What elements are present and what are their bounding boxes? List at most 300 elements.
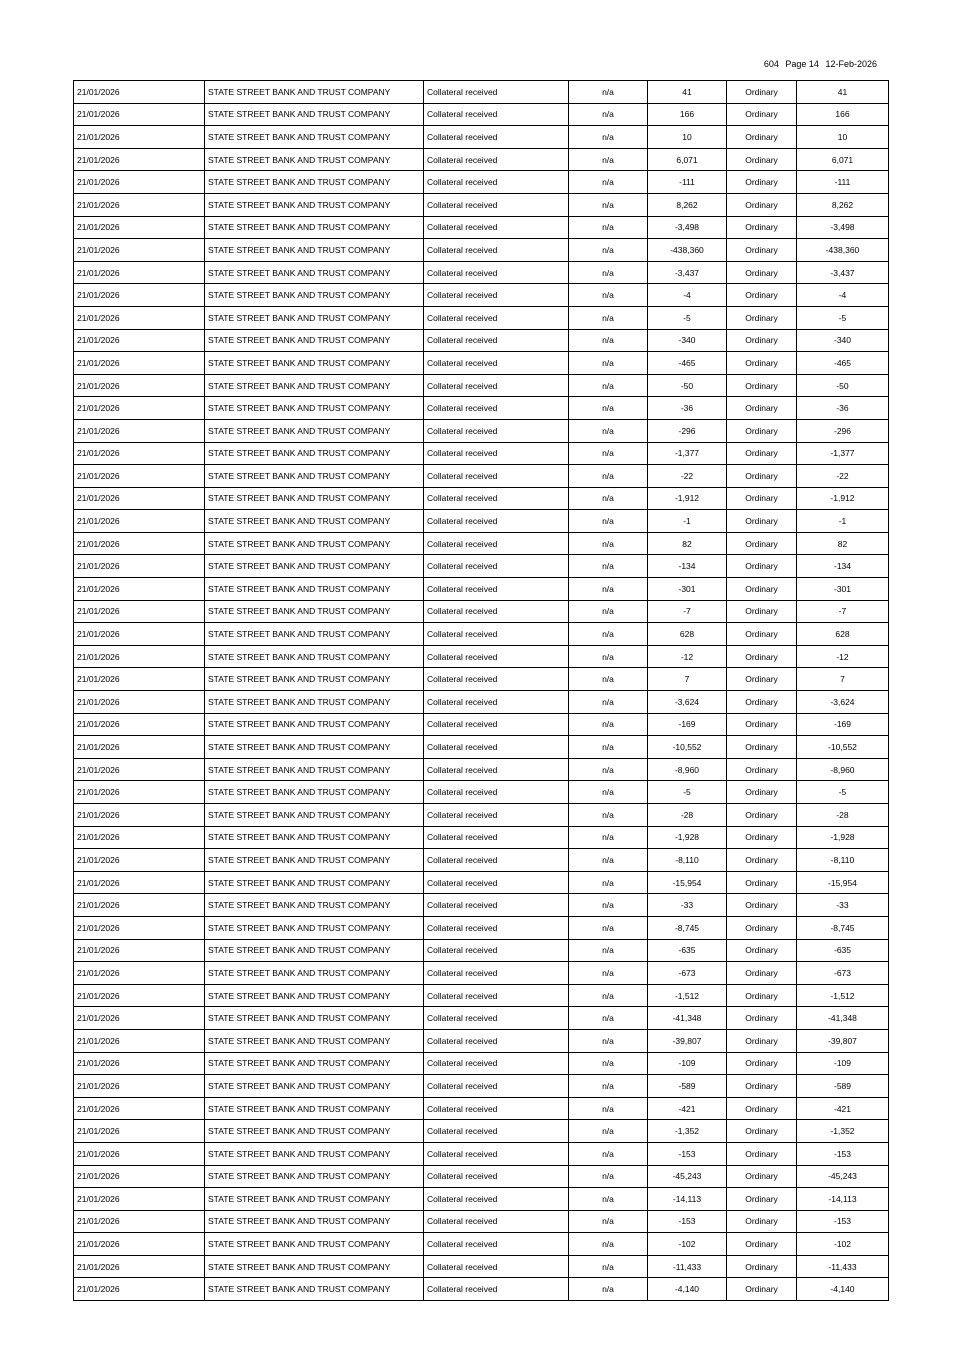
consideration-cell: n/a xyxy=(569,1188,648,1211)
nature-of-change-cell: Collateral received xyxy=(424,1007,569,1030)
consideration-cell: n/a xyxy=(569,894,648,917)
securities-number-cell: -33 xyxy=(648,894,727,917)
securities-number-cell: -5 xyxy=(648,781,727,804)
date-cell: 21/01/2026 xyxy=(74,600,205,623)
table-row xyxy=(74,939,889,962)
consideration-cell: n/a xyxy=(569,804,648,827)
entity-cell: STATE STREET BANK AND TRUST COMPANY xyxy=(205,781,424,804)
security-class-cell: Ordinary xyxy=(727,284,797,307)
votes-affected-cell: -4 xyxy=(797,284,889,307)
nature-of-change-cell: Collateral received xyxy=(424,1142,569,1165)
nature-of-change-cell: Collateral received xyxy=(424,126,569,149)
table-row xyxy=(74,600,889,623)
nature-of-change-cell: Collateral received xyxy=(424,442,569,465)
consideration-cell: n/a xyxy=(569,397,648,420)
page-header xyxy=(760,59,877,69)
date-cell: 21/01/2026 xyxy=(74,894,205,917)
date-cell: 21/01/2026 xyxy=(74,555,205,578)
table-row xyxy=(74,1029,889,1052)
table-row xyxy=(74,758,889,781)
securities-number-cell: -1,377 xyxy=(648,442,727,465)
votes-affected-cell: 6,071 xyxy=(797,148,889,171)
date-cell: 21/01/2026 xyxy=(74,736,205,759)
votes-affected-cell: -22 xyxy=(797,465,889,488)
security-class-cell: Ordinary xyxy=(727,1075,797,1098)
votes-affected-cell: -8,110 xyxy=(797,849,889,872)
security-class-cell: Ordinary xyxy=(727,916,797,939)
nature-of-change-cell: Collateral received xyxy=(424,781,569,804)
votes-affected-cell: 628 xyxy=(797,623,889,646)
table-row xyxy=(74,374,889,397)
consideration-cell: n/a xyxy=(569,126,648,149)
nature-of-change-cell: Collateral received xyxy=(424,465,569,488)
consideration-cell: n/a xyxy=(569,1029,648,1052)
security-class-cell: Ordinary xyxy=(727,239,797,262)
consideration-cell: n/a xyxy=(569,239,648,262)
nature-of-change-cell: Collateral received xyxy=(424,916,569,939)
entity-cell: STATE STREET BANK AND TRUST COMPANY xyxy=(205,1233,424,1256)
securities-number-cell: -153 xyxy=(648,1142,727,1165)
date-cell: 21/01/2026 xyxy=(74,419,205,442)
nature-of-change-cell: Collateral received xyxy=(424,171,569,194)
consideration-cell: n/a xyxy=(569,1142,648,1165)
entity-cell: STATE STREET BANK AND TRUST COMPANY xyxy=(205,126,424,149)
entity-cell: STATE STREET BANK AND TRUST COMPANY xyxy=(205,171,424,194)
form-number: 604 xyxy=(763,59,779,69)
table-row xyxy=(74,1075,889,1098)
entity-cell: STATE STREET BANK AND TRUST COMPANY xyxy=(205,103,424,126)
date-cell: 21/01/2026 xyxy=(74,261,205,284)
votes-affected-cell: -102 xyxy=(797,1233,889,1256)
date-cell: 21/01/2026 xyxy=(74,939,205,962)
nature-of-change-cell: Collateral received xyxy=(424,1210,569,1233)
nature-of-change-cell: Collateral received xyxy=(424,374,569,397)
votes-affected-cell: -15,954 xyxy=(797,871,889,894)
nature-of-change-cell: Collateral received xyxy=(424,216,569,239)
entity-cell: STATE STREET BANK AND TRUST COMPANY xyxy=(205,939,424,962)
nature-of-change-cell: Collateral received xyxy=(424,826,569,849)
votes-affected-cell: -3,624 xyxy=(797,691,889,714)
date-cell: 21/01/2026 xyxy=(74,984,205,1007)
securities-number-cell: -39,807 xyxy=(648,1029,727,1052)
table-row xyxy=(74,826,889,849)
consideration-cell: n/a xyxy=(569,216,648,239)
votes-affected-cell: -1,512 xyxy=(797,984,889,1007)
consideration-cell: n/a xyxy=(569,329,648,352)
nature-of-change-cell: Collateral received xyxy=(424,736,569,759)
holdings-change-table xyxy=(73,80,889,1301)
security-class-cell: Ordinary xyxy=(727,1188,797,1211)
security-class-cell: Ordinary xyxy=(727,894,797,917)
date-cell: 21/01/2026 xyxy=(74,804,205,827)
securities-number-cell: -1,928 xyxy=(648,826,727,849)
securities-number-cell: -421 xyxy=(648,1097,727,1120)
date-cell: 21/01/2026 xyxy=(74,103,205,126)
votes-affected-cell: 82 xyxy=(797,532,889,555)
security-class-cell: Ordinary xyxy=(727,984,797,1007)
date-cell: 21/01/2026 xyxy=(74,1188,205,1211)
consideration-cell: n/a xyxy=(569,487,648,510)
securities-number-cell: -8,110 xyxy=(648,849,727,872)
securities-number-cell: -4,140 xyxy=(648,1278,727,1301)
table-row xyxy=(74,239,889,262)
securities-number-cell: -102 xyxy=(648,1233,727,1256)
entity-cell: STATE STREET BANK AND TRUST COMPANY xyxy=(205,397,424,420)
nature-of-change-cell: Collateral received xyxy=(424,578,569,601)
votes-affected-cell: -438,360 xyxy=(797,239,889,262)
entity-cell: STATE STREET BANK AND TRUST COMPANY xyxy=(205,306,424,329)
securities-number-cell: 10 xyxy=(648,126,727,149)
entity-cell: STATE STREET BANK AND TRUST COMPANY xyxy=(205,239,424,262)
table-row xyxy=(74,736,889,759)
entity-cell: STATE STREET BANK AND TRUST COMPANY xyxy=(205,329,424,352)
nature-of-change-cell: Collateral received xyxy=(424,239,569,262)
date-cell: 21/01/2026 xyxy=(74,668,205,691)
votes-affected-cell: -28 xyxy=(797,804,889,827)
nature-of-change-cell: Collateral received xyxy=(424,510,569,533)
entity-cell: STATE STREET BANK AND TRUST COMPANY xyxy=(205,442,424,465)
securities-number-cell: -340 xyxy=(648,329,727,352)
security-class-cell: Ordinary xyxy=(727,148,797,171)
securities-number-cell: -673 xyxy=(648,962,727,985)
consideration-cell: n/a xyxy=(569,532,648,555)
date-cell: 21/01/2026 xyxy=(74,645,205,668)
consideration-cell: n/a xyxy=(569,1210,648,1233)
table-row xyxy=(74,668,889,691)
nature-of-change-cell: Collateral received xyxy=(424,1029,569,1052)
entity-cell: STATE STREET BANK AND TRUST COMPANY xyxy=(205,284,424,307)
votes-affected-cell: -5 xyxy=(797,306,889,329)
security-class-cell: Ordinary xyxy=(727,555,797,578)
votes-affected-cell: -11,433 xyxy=(797,1255,889,1278)
consideration-cell: n/a xyxy=(569,1120,648,1143)
nature-of-change-cell: Collateral received xyxy=(424,894,569,917)
nature-of-change-cell: Collateral received xyxy=(424,487,569,510)
date-cell: 21/01/2026 xyxy=(74,1210,205,1233)
votes-affected-cell: -39,807 xyxy=(797,1029,889,1052)
security-class-cell: Ordinary xyxy=(727,397,797,420)
date-cell: 21/01/2026 xyxy=(74,216,205,239)
entity-cell: STATE STREET BANK AND TRUST COMPANY xyxy=(205,81,424,104)
votes-affected-cell: -10,552 xyxy=(797,736,889,759)
votes-affected-cell: -3,437 xyxy=(797,261,889,284)
table-row xyxy=(74,1142,889,1165)
consideration-cell: n/a xyxy=(569,962,648,985)
consideration-cell: n/a xyxy=(569,465,648,488)
date-cell: 21/01/2026 xyxy=(74,329,205,352)
consideration-cell: n/a xyxy=(569,713,648,736)
security-class-cell: Ordinary xyxy=(727,419,797,442)
entity-cell: STATE STREET BANK AND TRUST COMPANY xyxy=(205,713,424,736)
table-row xyxy=(74,442,889,465)
consideration-cell: n/a xyxy=(569,849,648,872)
security-class-cell: Ordinary xyxy=(727,171,797,194)
table-body xyxy=(74,81,889,1301)
consideration-cell: n/a xyxy=(569,1165,648,1188)
table-row xyxy=(74,1188,889,1211)
table-row xyxy=(74,713,889,736)
entity-cell: STATE STREET BANK AND TRUST COMPANY xyxy=(205,374,424,397)
nature-of-change-cell: Collateral received xyxy=(424,1255,569,1278)
nature-of-change-cell: Collateral received xyxy=(424,1188,569,1211)
security-class-cell: Ordinary xyxy=(727,216,797,239)
security-class-cell: Ordinary xyxy=(727,374,797,397)
date-cell: 21/01/2026 xyxy=(74,239,205,262)
entity-cell: STATE STREET BANK AND TRUST COMPANY xyxy=(205,1165,424,1188)
nature-of-change-cell: Collateral received xyxy=(424,758,569,781)
votes-affected-cell: -8,745 xyxy=(797,916,889,939)
nature-of-change-cell: Collateral received xyxy=(424,532,569,555)
security-class-cell: Ordinary xyxy=(727,871,797,894)
securities-number-cell: 8,262 xyxy=(648,193,727,216)
securities-number-cell: -8,960 xyxy=(648,758,727,781)
security-class-cell: Ordinary xyxy=(727,826,797,849)
security-class-cell: Ordinary xyxy=(727,352,797,375)
nature-of-change-cell: Collateral received xyxy=(424,804,569,827)
entity-cell: STATE STREET BANK AND TRUST COMPANY xyxy=(205,148,424,171)
entity-cell: STATE STREET BANK AND TRUST COMPANY xyxy=(205,1278,424,1301)
securities-number-cell: -589 xyxy=(648,1075,727,1098)
entity-cell: STATE STREET BANK AND TRUST COMPANY xyxy=(205,487,424,510)
securities-number-cell: -109 xyxy=(648,1052,727,1075)
consideration-cell: n/a xyxy=(569,261,648,284)
securities-number-cell: 7 xyxy=(648,668,727,691)
security-class-cell: Ordinary xyxy=(727,781,797,804)
table-row xyxy=(74,1165,889,1188)
nature-of-change-cell: Collateral received xyxy=(424,352,569,375)
consideration-cell: n/a xyxy=(569,1052,648,1075)
consideration-cell: n/a xyxy=(569,419,648,442)
date-cell: 21/01/2026 xyxy=(74,126,205,149)
date-cell: 21/01/2026 xyxy=(74,487,205,510)
entity-cell: STATE STREET BANK AND TRUST COMPANY xyxy=(205,826,424,849)
votes-affected-cell: -673 xyxy=(797,962,889,985)
table-row xyxy=(74,81,889,104)
date-cell: 21/01/2026 xyxy=(74,284,205,307)
security-class-cell: Ordinary xyxy=(727,126,797,149)
nature-of-change-cell: Collateral received xyxy=(424,871,569,894)
date-cell: 21/01/2026 xyxy=(74,306,205,329)
votes-affected-cell: -296 xyxy=(797,419,889,442)
consideration-cell: n/a xyxy=(569,442,648,465)
securities-number-cell: -1,912 xyxy=(648,487,727,510)
table-row xyxy=(74,1210,889,1233)
security-class-cell: Ordinary xyxy=(727,1142,797,1165)
table-row xyxy=(74,329,889,352)
securities-number-cell: -169 xyxy=(648,713,727,736)
securities-number-cell: -14,113 xyxy=(648,1188,727,1211)
table-row xyxy=(74,555,889,578)
nature-of-change-cell: Collateral received xyxy=(424,397,569,420)
nature-of-change-cell: Collateral received xyxy=(424,306,569,329)
table-row xyxy=(74,781,889,804)
date-cell: 21/01/2026 xyxy=(74,916,205,939)
nature-of-change-cell: Collateral received xyxy=(424,1097,569,1120)
nature-of-change-cell: Collateral received xyxy=(424,691,569,714)
votes-affected-cell: -36 xyxy=(797,397,889,420)
nature-of-change-cell: Collateral received xyxy=(424,623,569,646)
date-cell: 21/01/2026 xyxy=(74,397,205,420)
votes-affected-cell: -45,243 xyxy=(797,1165,889,1188)
security-class-cell: Ordinary xyxy=(727,1029,797,1052)
nature-of-change-cell: Collateral received xyxy=(424,939,569,962)
table-row xyxy=(74,691,889,714)
table-row xyxy=(74,1007,889,1030)
entity-cell: STATE STREET BANK AND TRUST COMPANY xyxy=(205,849,424,872)
securities-number-cell: 6,071 xyxy=(648,148,727,171)
consideration-cell: n/a xyxy=(569,1255,648,1278)
securities-number-cell: -36 xyxy=(648,397,727,420)
date-cell: 21/01/2026 xyxy=(74,1120,205,1143)
consideration-cell: n/a xyxy=(569,871,648,894)
consideration-cell: n/a xyxy=(569,645,648,668)
date-cell: 21/01/2026 xyxy=(74,962,205,985)
security-class-cell: Ordinary xyxy=(727,804,797,827)
security-class-cell: Ordinary xyxy=(727,668,797,691)
table-row xyxy=(74,419,889,442)
security-class-cell: Ordinary xyxy=(727,736,797,759)
votes-affected-cell: -111 xyxy=(797,171,889,194)
nature-of-change-cell: Collateral received xyxy=(424,329,569,352)
security-class-cell: Ordinary xyxy=(727,713,797,736)
consideration-cell: n/a xyxy=(569,736,648,759)
nature-of-change-cell: Collateral received xyxy=(424,261,569,284)
date-cell: 21/01/2026 xyxy=(74,713,205,736)
date-cell: 21/01/2026 xyxy=(74,849,205,872)
votes-affected-cell: -301 xyxy=(797,578,889,601)
securities-number-cell: -7 xyxy=(648,600,727,623)
consideration-cell: n/a xyxy=(569,984,648,1007)
security-class-cell: Ordinary xyxy=(727,962,797,985)
securities-number-cell: -3,498 xyxy=(648,216,727,239)
security-class-cell: Ordinary xyxy=(727,306,797,329)
date-cell: 21/01/2026 xyxy=(74,1142,205,1165)
security-class-cell: Ordinary xyxy=(727,510,797,533)
consideration-cell: n/a xyxy=(569,352,648,375)
consideration-cell: n/a xyxy=(569,939,648,962)
nature-of-change-cell: Collateral received xyxy=(424,645,569,668)
table-row xyxy=(74,171,889,194)
nature-of-change-cell: Collateral received xyxy=(424,1233,569,1256)
consideration-cell: n/a xyxy=(569,758,648,781)
securities-number-cell: -3,437 xyxy=(648,261,727,284)
consideration-cell: n/a xyxy=(569,81,648,104)
entity-cell: STATE STREET BANK AND TRUST COMPANY xyxy=(205,871,424,894)
securities-number-cell: -134 xyxy=(648,555,727,578)
table-row xyxy=(74,1120,889,1143)
security-class-cell: Ordinary xyxy=(727,849,797,872)
votes-affected-cell: -153 xyxy=(797,1210,889,1233)
consideration-cell: n/a xyxy=(569,171,648,194)
consideration-cell: n/a xyxy=(569,103,648,126)
table-row xyxy=(74,804,889,827)
table-row xyxy=(74,126,889,149)
security-class-cell: Ordinary xyxy=(727,81,797,104)
date-cell: 21/01/2026 xyxy=(74,1165,205,1188)
date-cell: 21/01/2026 xyxy=(74,374,205,397)
date-cell: 21/01/2026 xyxy=(74,826,205,849)
votes-affected-cell: -421 xyxy=(797,1097,889,1120)
table-row xyxy=(74,148,889,171)
nature-of-change-cell: Collateral received xyxy=(424,984,569,1007)
security-class-cell: Ordinary xyxy=(727,623,797,646)
securities-number-cell: -45,243 xyxy=(648,1165,727,1188)
security-class-cell: Ordinary xyxy=(727,465,797,488)
votes-affected-cell: -169 xyxy=(797,713,889,736)
table-row xyxy=(74,962,889,985)
votes-affected-cell: -50 xyxy=(797,374,889,397)
securities-number-cell: -635 xyxy=(648,939,727,962)
nature-of-change-cell: Collateral received xyxy=(424,555,569,578)
securities-number-cell: 628 xyxy=(648,623,727,646)
entity-cell: STATE STREET BANK AND TRUST COMPANY xyxy=(205,1029,424,1052)
securities-number-cell: -465 xyxy=(648,352,727,375)
table-row xyxy=(74,894,889,917)
nature-of-change-cell: Collateral received xyxy=(424,148,569,171)
entity-cell: STATE STREET BANK AND TRUST COMPANY xyxy=(205,1052,424,1075)
security-class-cell: Ordinary xyxy=(727,1097,797,1120)
votes-affected-cell: -4,140 xyxy=(797,1278,889,1301)
security-class-cell: Ordinary xyxy=(727,532,797,555)
nature-of-change-cell: Collateral received xyxy=(424,962,569,985)
date-cell: 21/01/2026 xyxy=(74,1029,205,1052)
security-class-cell: Ordinary xyxy=(727,758,797,781)
votes-affected-cell: -1,912 xyxy=(797,487,889,510)
consideration-cell: n/a xyxy=(569,668,648,691)
table-row xyxy=(74,193,889,216)
votes-affected-cell: -134 xyxy=(797,555,889,578)
date-cell: 21/01/2026 xyxy=(74,442,205,465)
date-cell: 21/01/2026 xyxy=(74,171,205,194)
nature-of-change-cell: Collateral received xyxy=(424,600,569,623)
nature-of-change-cell: Collateral received xyxy=(424,1120,569,1143)
votes-affected-cell: -1 xyxy=(797,510,889,533)
securities-number-cell: -1,352 xyxy=(648,1120,727,1143)
security-class-cell: Ordinary xyxy=(727,1210,797,1233)
consideration-cell: n/a xyxy=(569,916,648,939)
securities-number-cell: -10,552 xyxy=(648,736,727,759)
nature-of-change-cell: Collateral received xyxy=(424,193,569,216)
page-number: Page 14 xyxy=(785,59,819,69)
date-cell: 21/01/2026 xyxy=(74,352,205,375)
security-class-cell: Ordinary xyxy=(727,578,797,601)
securities-number-cell: -8,745 xyxy=(648,916,727,939)
date-cell: 21/01/2026 xyxy=(74,1007,205,1030)
votes-affected-cell: 7 xyxy=(797,668,889,691)
nature-of-change-cell: Collateral received xyxy=(424,668,569,691)
securities-number-cell: -50 xyxy=(648,374,727,397)
table-row xyxy=(74,397,889,420)
entity-cell: STATE STREET BANK AND TRUST COMPANY xyxy=(205,894,424,917)
date-cell: 21/01/2026 xyxy=(74,1075,205,1098)
table-row xyxy=(74,487,889,510)
securities-number-cell: -301 xyxy=(648,578,727,601)
security-class-cell: Ordinary xyxy=(727,1052,797,1075)
securities-number-cell: -3,624 xyxy=(648,691,727,714)
table-row xyxy=(74,510,889,533)
entity-cell: STATE STREET BANK AND TRUST COMPANY xyxy=(205,1120,424,1143)
security-class-cell: Ordinary xyxy=(727,442,797,465)
security-class-cell: Ordinary xyxy=(727,1255,797,1278)
consideration-cell: n/a xyxy=(569,1007,648,1030)
entity-cell: STATE STREET BANK AND TRUST COMPANY xyxy=(205,736,424,759)
entity-cell: STATE STREET BANK AND TRUST COMPANY xyxy=(205,758,424,781)
table-row xyxy=(74,1052,889,1075)
votes-affected-cell: -5 xyxy=(797,781,889,804)
votes-affected-cell: 8,262 xyxy=(797,193,889,216)
date-cell: 21/01/2026 xyxy=(74,781,205,804)
entity-cell: STATE STREET BANK AND TRUST COMPANY xyxy=(205,261,424,284)
